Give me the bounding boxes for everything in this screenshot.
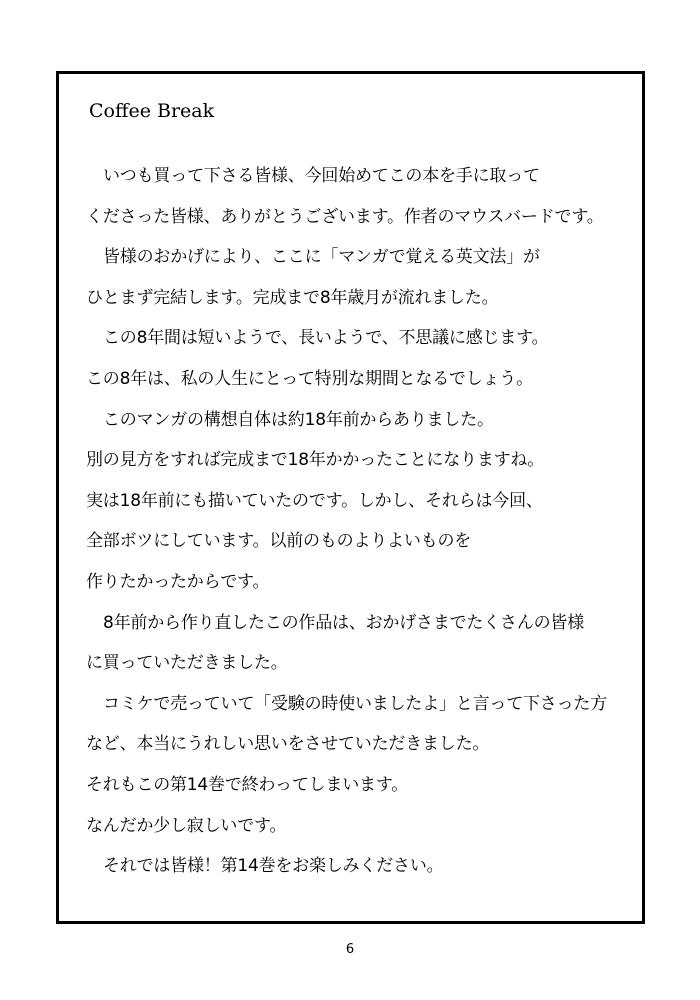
- text-line: 作りたかったからです。: [86, 571, 270, 592]
- text-line: 全部ボツにしています。以前のものよりよいものを: [86, 531, 472, 552]
- text-line: 実は18年前にも描いていたのです。しかし、それらは今回、: [86, 490, 543, 511]
- text-line: コミケで売っていて「受験の時使いましたよ」と言って下さった方: [103, 693, 607, 714]
- text-line: 別の見方をすれば完成まで18年かかったことになりますね。: [86, 450, 545, 471]
- text-line: この8年は、私の人生にとって特別な期間となるでしょう。: [86, 368, 533, 389]
- text-line: に買っていただきました。: [86, 653, 288, 674]
- text-line: 8年前から作り直したこの作品は、おかげさまでたくさんの皆様: [103, 612, 585, 633]
- text-line: ひとまず完結します。完成まで8年歳月が流れました。: [86, 287, 499, 308]
- text-line: いつも買って下さる皆様、今回始めてこの本を手に取って: [103, 166, 540, 186]
- text-line: この8年間は短いようで、長いようで、不思議に感じます。: [103, 328, 549, 349]
- page-number: 6: [345, 942, 355, 957]
- text-line: このマンガの構想自体は約18年前からありました。: [103, 409, 494, 430]
- text-line: など、本当にうれしい思いをさせていただきました。: [86, 734, 490, 755]
- text-line: それでは皆様！第14巻をお楽しみください。: [103, 856, 444, 877]
- text-line: くださった皆様、ありがとうございます。作者のマウスバードです。: [86, 206, 604, 227]
- text-line: なんだか少し寂しいです。: [86, 815, 287, 836]
- text-line: 皆様のおかげにより、ここに「マンガで覚える英文法」が: [103, 247, 540, 268]
- essay-body: [86, 164, 626, 895]
- page-frame: [56, 71, 645, 924]
- page-title: Coffee Break: [89, 100, 215, 122]
- text-line: それもこの第14巻で終わってしまいます。: [86, 774, 409, 795]
